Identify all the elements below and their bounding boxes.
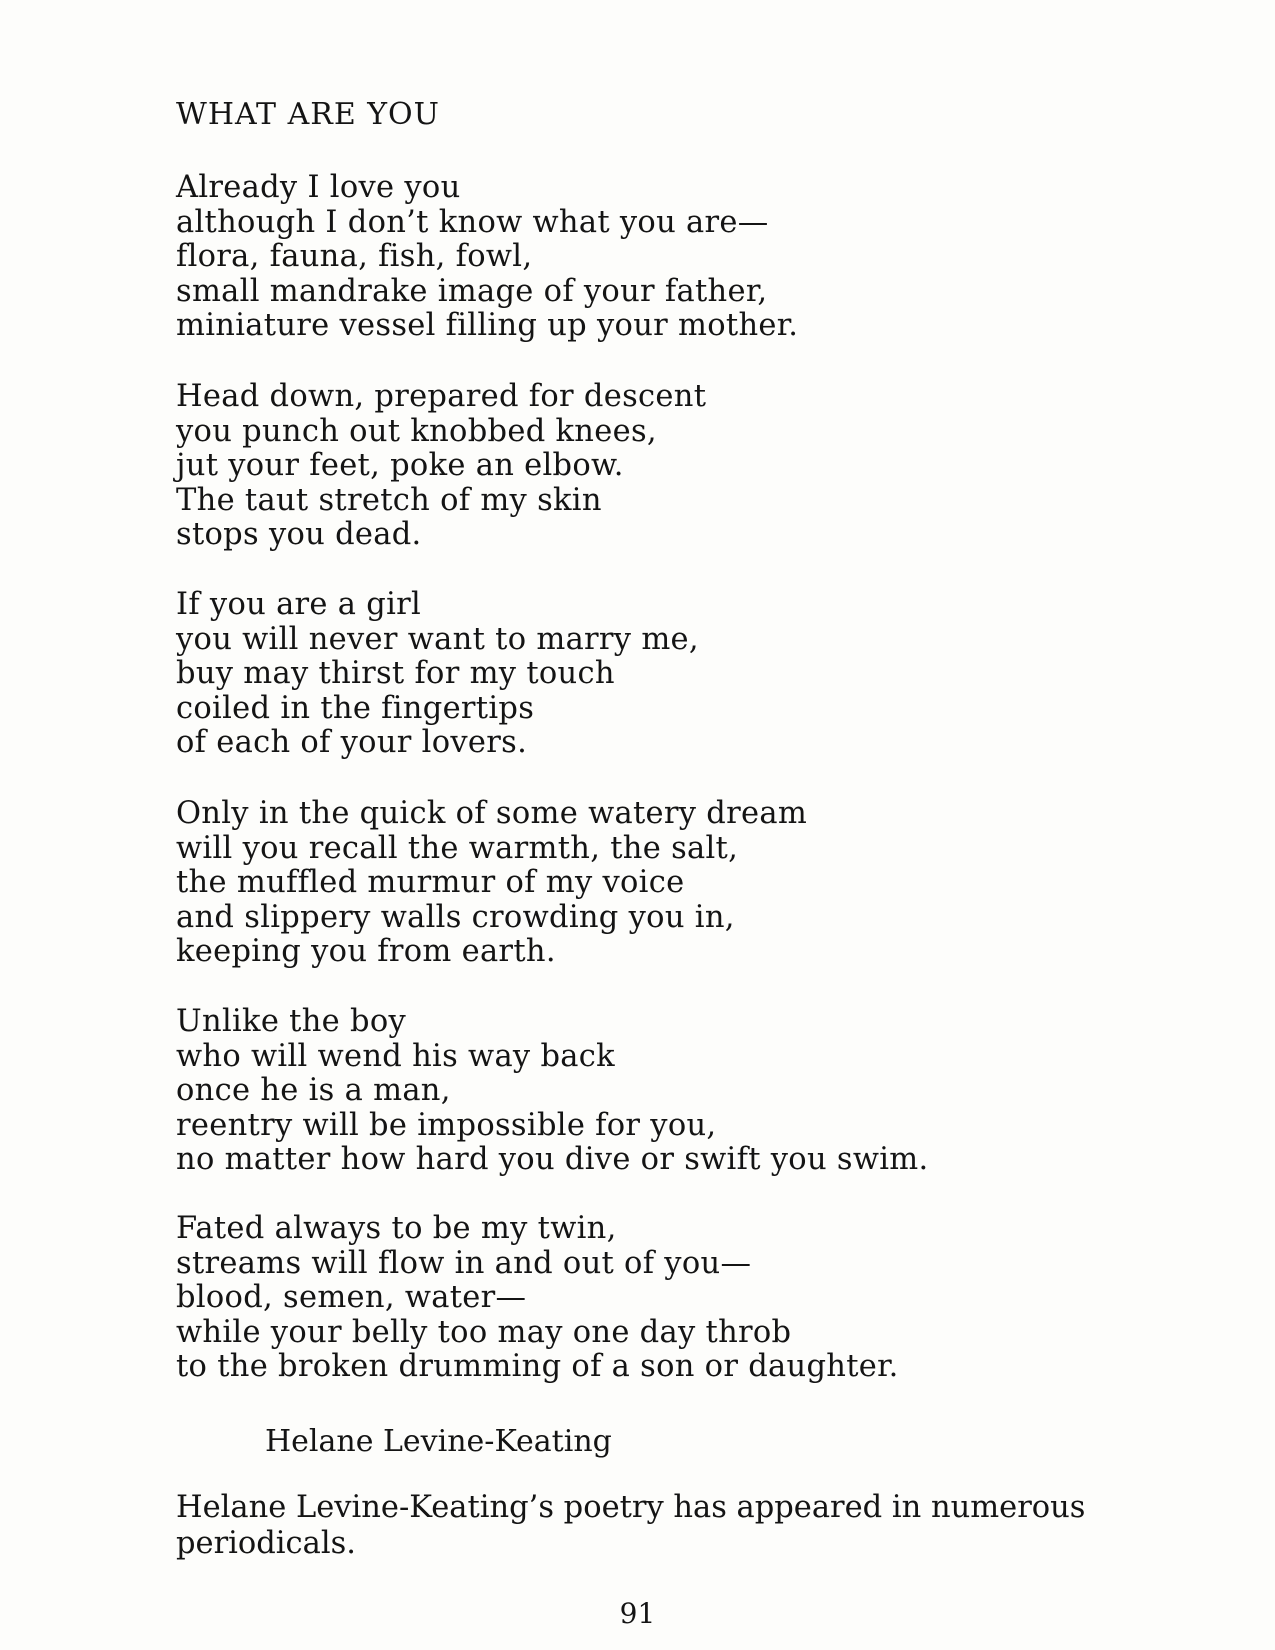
bio-line: Helane Levine-Keating’s poetry has appeared in numerous <box>176 1490 1086 1525</box>
bio-line: periodicals. <box>176 1526 356 1561</box>
poem-stanza <box>176 797 1176 970</box>
poem-line: buy may thirst for my touch <box>176 656 615 691</box>
author-bio <box>176 1490 1176 1562</box>
poem-line: Head down, prepared for descent <box>176 379 707 414</box>
poem-author: Helane Levine-Keating <box>265 1424 612 1459</box>
poem-line: of each of your lovers. <box>176 725 528 760</box>
poem-line: Fated always to be my twin, <box>176 1211 617 1246</box>
poem-line: small mandrake image of your father, <box>176 273 768 309</box>
poem-stanza <box>176 171 1176 344</box>
poem-stanza <box>176 380 1176 553</box>
poem-line: and slippery walls crowding you in, <box>176 899 735 935</box>
poem-line: If you are a girl <box>176 587 422 622</box>
poem-line: to the broken drumming of a son or daughter. <box>176 1349 899 1384</box>
poem-line: Unlike the boy <box>176 1004 407 1039</box>
poem-stanza <box>176 588 1176 761</box>
poem-title: WHAT ARE YOU <box>176 97 440 132</box>
poem-line: jut your feet, poke an elbow. <box>176 448 624 483</box>
poem-line: the muffled murmur of my voice <box>176 865 685 900</box>
poem-line: streams will flow in and out of you— <box>176 1245 752 1281</box>
poem-line: Only in the quick of some watery dream <box>176 796 808 831</box>
poem-line: keeping you from earth. <box>176 934 556 969</box>
poem-line: The taut stretch of my skin <box>176 482 602 518</box>
poem-line: miniature vessel filling up your mother. <box>176 308 799 343</box>
poem-line: you will never want to marry me, <box>176 621 699 657</box>
poem-stanza <box>176 1005 1176 1178</box>
poem-line: blood, semen, water— <box>176 1280 527 1315</box>
poem-line: although I don’t know what you are— <box>176 204 769 240</box>
poem-line: will you recall the warmth, the salt, <box>176 830 739 866</box>
poem-stanza <box>176 1212 1176 1385</box>
poem-line: once he is a man, <box>176 1073 451 1108</box>
poem-line: coiled in the fingertips <box>176 690 535 726</box>
poem-line: Already I love you <box>176 170 461 205</box>
poem-line: reentry will be impossible for you, <box>176 1107 717 1143</box>
poem-line: no matter how hard you dive or swift you swim. <box>176 1142 929 1177</box>
poem-line: who will wend his way back <box>176 1038 615 1074</box>
poem-line: while your belly too may one day throb <box>176 1314 792 1350</box>
poem-line: flora, fauna, fish, fowl, <box>176 239 533 274</box>
poem-line: stops you dead. <box>176 517 422 552</box>
poem-line: you punch out knobbed knees, <box>176 413 657 449</box>
page-number: 91 <box>619 1597 656 1630</box>
